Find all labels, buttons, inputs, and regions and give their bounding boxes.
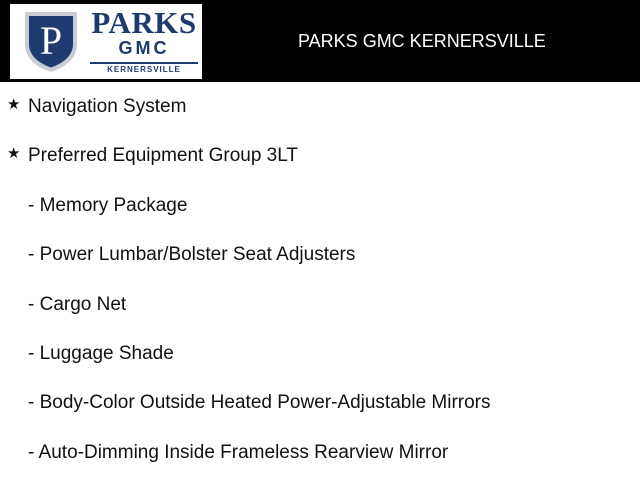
- feature-list: [0, 82, 640, 477]
- feature-text: - Memory Package: [28, 194, 188, 216]
- header-bar: [0, 0, 640, 82]
- logo-city-text: KERNERSVILLE: [107, 65, 181, 74]
- feature-text: - Luggage Shade: [28, 342, 174, 364]
- shield-monogram-icon: [23, 10, 79, 74]
- feature-text: Navigation System: [28, 96, 187, 117]
- feature-item: [0, 131, 640, 180]
- feature-text: Preferred Equipment Group 3LT: [28, 145, 299, 167]
- logo-divider: [90, 62, 198, 64]
- feature-text: - Auto-Dimming Inside Frameless Rearview Mirror: [28, 441, 449, 463]
- logo-monogram: P: [39, 18, 63, 63]
- feature-item: [0, 428, 640, 477]
- feature-item: [0, 378, 640, 427]
- logo-make-text: GMC: [118, 38, 170, 58]
- feature-text: - Cargo Net: [28, 293, 127, 315]
- star-icon: ★: [7, 145, 21, 163]
- dealer-logo: [10, 4, 202, 79]
- star-icon: ★: [7, 96, 21, 113]
- feature-item: [0, 230, 640, 279]
- dealer-name: PARKS GMC KERNERSVILLE: [298, 31, 546, 51]
- feature-item: [0, 181, 640, 230]
- feature-item: [0, 329, 640, 378]
- feature-text: - Power Lumbar/Bolster Seat Adjusters: [28, 244, 356, 266]
- feature-item: [0, 280, 640, 329]
- feature-item: [0, 82, 640, 131]
- feature-text: - Body-Color Outside Heated Power-Adjustable Mirrors: [28, 392, 491, 414]
- logo-brand-text: PARKS: [91, 5, 197, 40]
